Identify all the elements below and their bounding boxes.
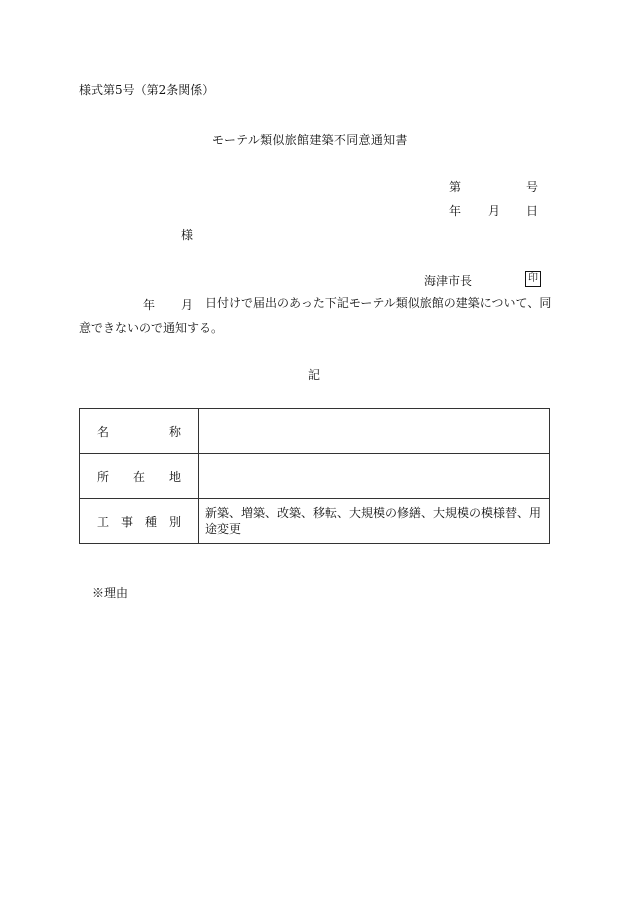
table-label-work-type: 工 事 種 別 [80, 499, 199, 544]
table-value-location [199, 454, 550, 499]
recipient-suffix: 様 [181, 228, 194, 242]
body-year: 年 [143, 298, 156, 312]
sender-name: 海津市長 [424, 274, 473, 288]
body-text: 日付けで届出のあった下記モーテル類似旅館の建築について、同意できないので通知する。 [79, 296, 552, 335]
table-row [80, 454, 550, 499]
table-row [80, 409, 550, 454]
form-number: 様式第5号（第2条関係） [79, 83, 215, 97]
number-suffix: 号 [526, 180, 539, 194]
date-day: 日 [526, 204, 539, 218]
body-month: 月 [181, 298, 194, 312]
table-label-name: 名 称 [80, 409, 199, 454]
table-value-name [199, 409, 550, 454]
details-table [79, 408, 550, 544]
date-year: 年 [449, 204, 462, 218]
seal-box: 印 [525, 271, 541, 287]
document-title: モーテル類似旅館建築不同意通知書 [212, 133, 408, 147]
number-prefix: 第 [449, 180, 462, 194]
seal-mark [523, 270, 541, 287]
table-value-work-type: 新築、増築、改築、移転、大規模の修繕、大規模の模様替、用途変更 [199, 499, 550, 544]
record-label: 記 [308, 368, 321, 382]
table-row [80, 499, 550, 544]
date-month: 月 [488, 204, 501, 218]
reason-label: ※理由 [92, 586, 129, 600]
table-label-location: 所 在 地 [80, 454, 199, 499]
